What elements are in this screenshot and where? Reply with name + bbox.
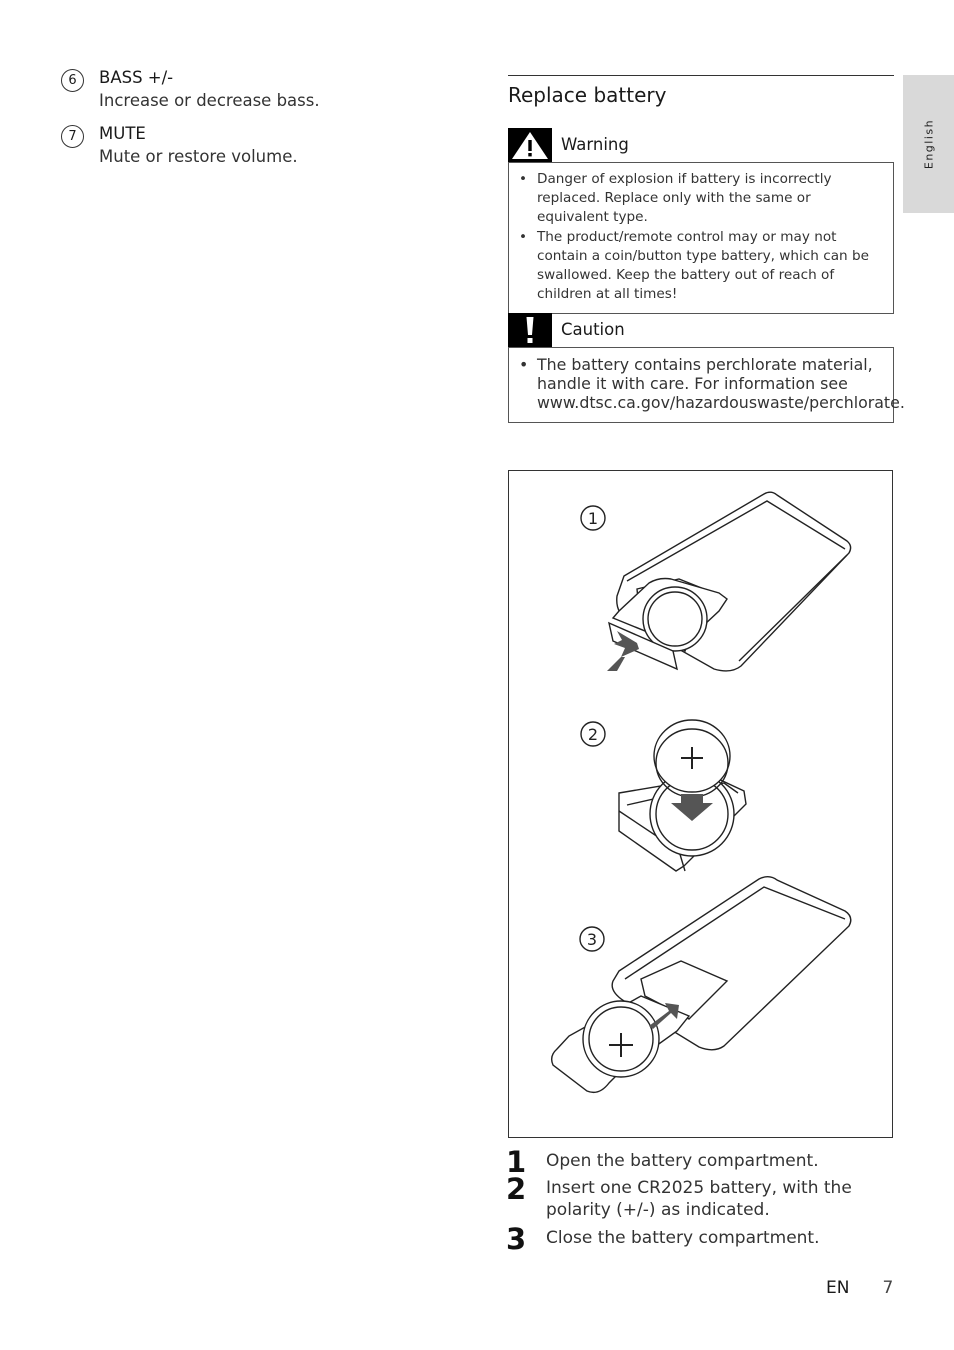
page-number: 7 xyxy=(882,1278,894,1298)
step-list xyxy=(506,1145,896,1256)
step-number: 2 xyxy=(506,1172,527,1206)
remote-open-drawing xyxy=(607,492,851,671)
button-description-list xyxy=(61,66,441,178)
item-title: BASS +/- xyxy=(99,68,174,87)
step-text: Close the battery compartment. xyxy=(546,1228,820,1248)
battery-replacement-illustration xyxy=(508,470,893,1138)
item-description: Increase or decrease bass. xyxy=(99,91,320,110)
list-item-mute xyxy=(61,122,441,168)
page-footer xyxy=(826,1278,893,1298)
step-item xyxy=(506,1145,896,1179)
warning-bullet: • The product/remote control may or may not contain a coin/button type battery, which can be swallowed. Keep the battery out of reach of children at all times! xyxy=(519,228,883,305)
warning-body xyxy=(508,162,894,314)
remote-close-drawing xyxy=(552,877,851,1093)
item-description: Mute or restore volume. xyxy=(99,147,298,166)
caution-bullet: • The battery contains perchlorate material, handle it with care. For information see www.dtsc.ca.gov/hazardouswaste/perchlorate. xyxy=(519,355,883,413)
warning-notice xyxy=(508,128,894,314)
step-item xyxy=(506,1172,896,1221)
language-tab xyxy=(903,75,954,213)
item-number-circle: 6 xyxy=(61,69,84,92)
callout-1 xyxy=(581,506,605,530)
language-tab-label: English xyxy=(922,118,935,170)
section-divider xyxy=(508,75,894,76)
item-number-circle: 7 xyxy=(61,125,84,148)
list-item-bass xyxy=(61,66,441,112)
callout-2 xyxy=(581,722,605,746)
caution-label: Caution xyxy=(561,320,625,339)
step-number: 1 xyxy=(506,1145,527,1179)
item-title: MUTE xyxy=(99,124,146,143)
callout-3-number: 3 xyxy=(586,930,598,949)
warning-bullet: • Danger of explosion if battery is incorrectly replaced. Replace only with the same or equivalent type. xyxy=(519,170,883,228)
replace-battery-section xyxy=(508,75,905,413)
warning-label: Warning xyxy=(561,135,629,154)
step-number: 3 xyxy=(506,1222,527,1256)
caution-header xyxy=(508,313,894,347)
warning-icon xyxy=(508,128,552,162)
caution-notice xyxy=(508,313,905,423)
step-item xyxy=(506,1222,896,1256)
footer-language: EN xyxy=(826,1278,850,1298)
caution-body xyxy=(508,347,905,423)
step-text: Open the battery compartment. xyxy=(546,1151,819,1171)
section-title: Replace battery xyxy=(508,83,667,107)
polarity-symbol: + xyxy=(509,471,510,472)
callout-3 xyxy=(580,927,604,951)
step-text: Insert one CR2025 battery, with the polarity (+/-) as indicated. xyxy=(546,1178,852,1220)
callout-1-number: 1 xyxy=(587,509,599,528)
exclamation-icon xyxy=(508,313,552,347)
callout-2-number: 2 xyxy=(587,725,599,744)
battery-insert-drawing xyxy=(619,720,746,871)
warning-header xyxy=(508,128,894,162)
